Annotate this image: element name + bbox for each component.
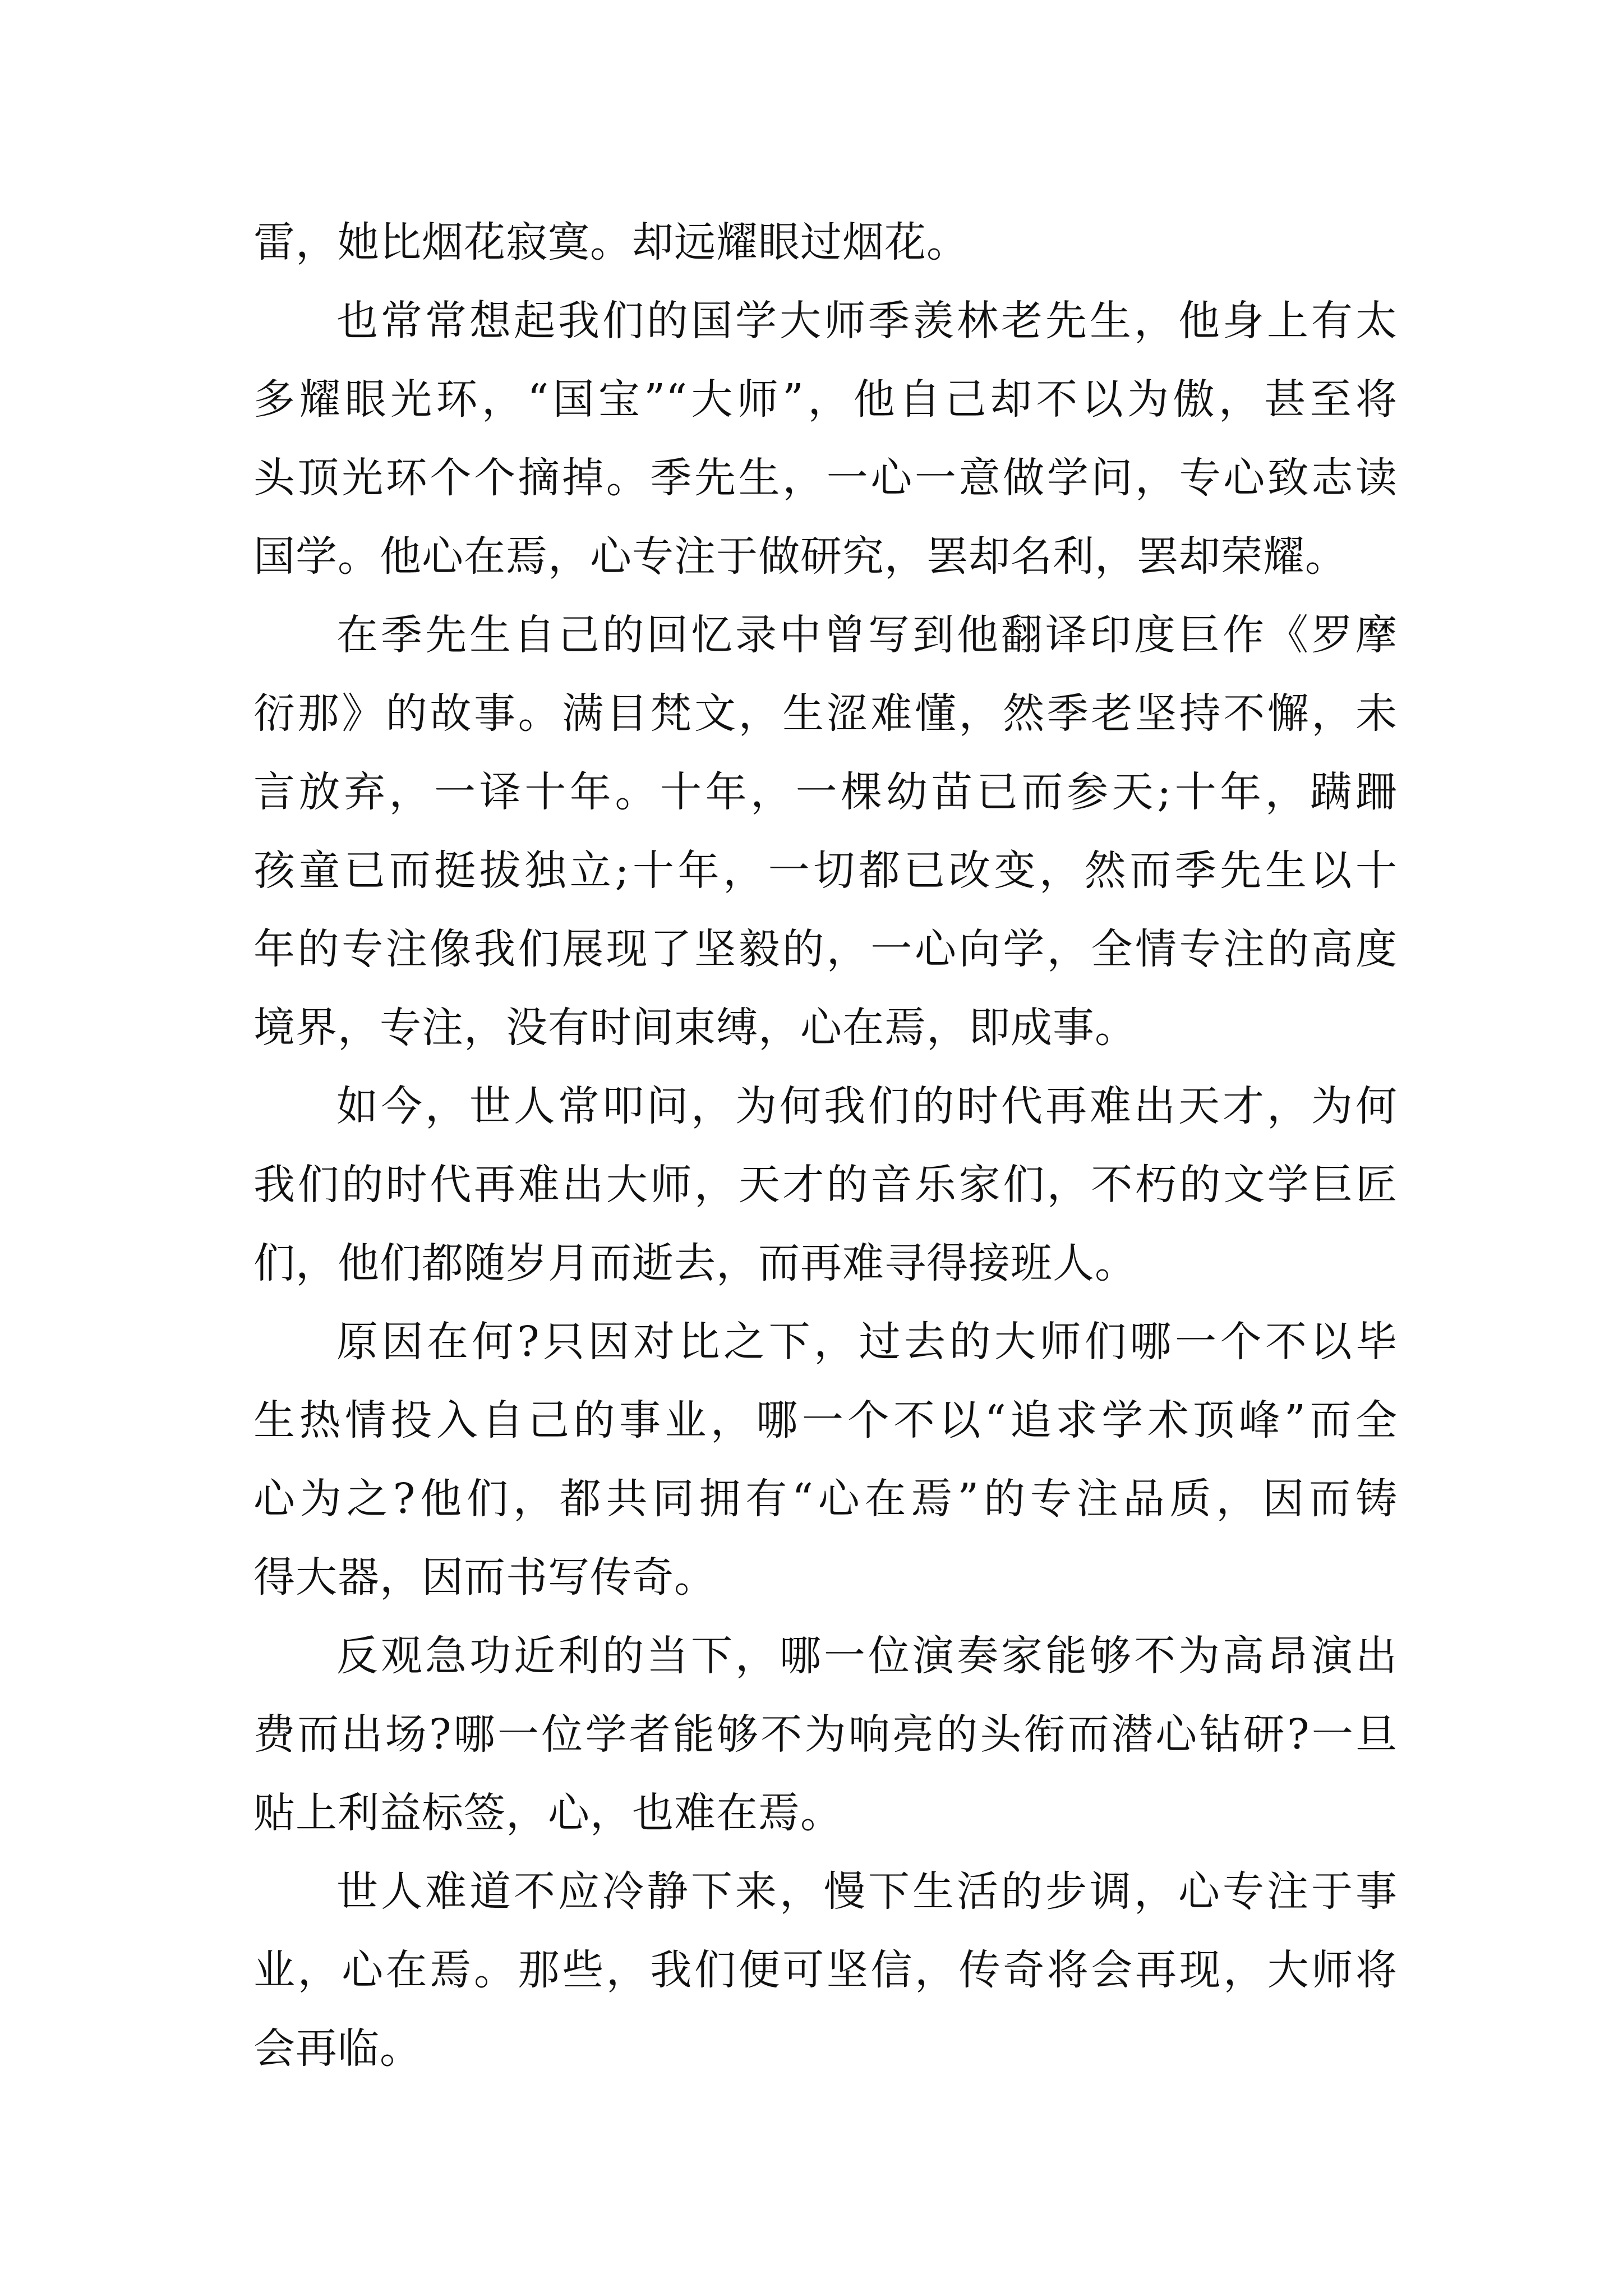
text-line: 世人难道不应冷静下来，慢下生活的步调，心专注于事 bbox=[336, 1867, 1398, 1916]
text-line: 反观急功近利的当下，哪一位演奏家能够不为高昂演出 bbox=[336, 1632, 1398, 1680]
text-line: 多耀眼光环，“国宝”“大师”，他自己却不以为傲，甚至将 bbox=[253, 375, 1398, 424]
text-line: 也常常想起我们的国学大师季羡林老先生，他身上有太 bbox=[336, 297, 1398, 345]
text-line: 头顶光环个个摘掉。季先生，一心一意做学问，专心致志读 bbox=[253, 454, 1398, 502]
paragraph bbox=[253, 596, 1398, 1067]
text-line: 在季先生自己的回忆录中曾写到他翻译印度巨作《罗摩 bbox=[336, 611, 1398, 659]
text-line: 心为之?他们，都共同拥有“心在焉”的专注品质，因而铸 bbox=[253, 1475, 1398, 1523]
paragraph bbox=[253, 282, 1398, 596]
text-line: 会再临。 bbox=[253, 2024, 422, 2073]
text-line: 国学。他心在焉，心专注于做研究，罢却名利，罢却荣耀。 bbox=[253, 532, 1347, 581]
text-line: 年的专注像我们展现了坚毅的，一心向学，全情专注的高度 bbox=[253, 925, 1398, 973]
paragraph bbox=[253, 1303, 1398, 1617]
text-line: 原因在何?只因对比之下，过去的大师们哪一个不以毕 bbox=[336, 1318, 1398, 1366]
text-line: 得大器，因而书写传奇。 bbox=[253, 1553, 716, 1602]
text-line: 贴上利益标签，心，也难在焉。 bbox=[253, 1789, 842, 1837]
paragraph bbox=[253, 203, 1398, 282]
text-line: 如今，世人常叩问，为何我们的时代再难出天才，为何 bbox=[336, 1082, 1398, 1130]
text-line: 生热情投入自己的事业，哪一个不以“追求学术顶峰”而全 bbox=[253, 1396, 1398, 1444]
text-line: 费而出场?哪一位学者能够不为响亮的头衔而潜心钻研?一旦 bbox=[253, 1710, 1398, 1759]
paragraph bbox=[253, 1852, 1398, 2088]
text-line: 境界，专注，没有时间束缚，心在焉，即成事。 bbox=[253, 1004, 1137, 1052]
paragraph bbox=[253, 1067, 1398, 1303]
text-line: 言放弃，一译十年。十年，一棵幼苗已而参天;十年，蹒跚 bbox=[253, 768, 1398, 816]
paragraph bbox=[253, 1617, 1398, 1852]
document-body bbox=[253, 203, 1398, 2088]
text-line: 雷，她比烟花寂寞。却远耀眼过烟花。 bbox=[253, 218, 969, 266]
text-line: 业，心在焉。那些，我们便可坚信，传奇将会再现，大师将 bbox=[253, 1946, 1398, 1994]
text-line: 我们的时代再难出大师，天才的音乐家们，不朽的文学巨匠 bbox=[253, 1161, 1398, 1209]
text-line: 孩童已而挺拔独立;十年，一切都已改变，然而季先生以十 bbox=[253, 846, 1398, 895]
text-line: 衍那》的故事。满目梵文，生涩难懂，然季老坚持不懈，未 bbox=[253, 689, 1398, 738]
text-line: 们，他们都随岁月而逝去，而再难寻得接班人。 bbox=[253, 1239, 1137, 1287]
